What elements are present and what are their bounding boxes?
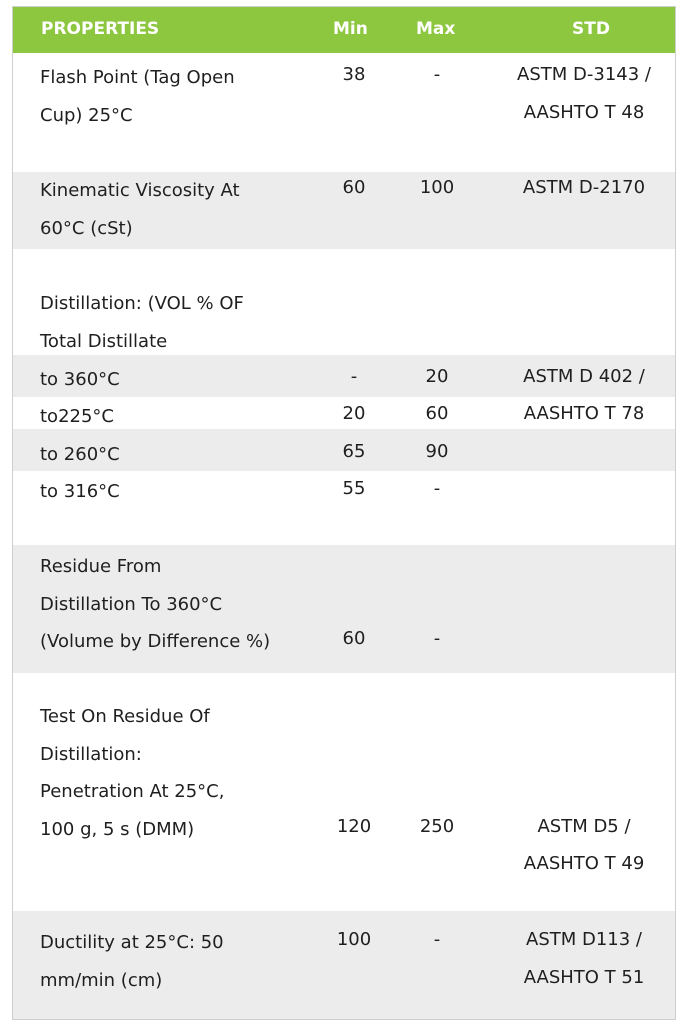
flash-max: - — [433, 64, 441, 85]
penetration-max: 250 — [419, 816, 455, 837]
residue-prop-line2: Distillation To 360°C — [40, 594, 223, 615]
distillation-360-std: ASTM D 402 / — [523, 366, 645, 387]
distillation-316-max: - — [433, 478, 441, 499]
viscosity-min: 60 — [342, 177, 366, 198]
ductility-max: - — [433, 929, 441, 950]
distillation-225-min: 20 — [342, 403, 366, 424]
penetration-prop-line1: Test On Residue Of — [40, 706, 210, 727]
distillation-260-label: to 260°C — [40, 444, 120, 465]
distillation-prop-line2: Total Distillate — [40, 331, 168, 352]
residue-prop-line1: Residue From — [40, 556, 162, 577]
ductility-prop-line1: Ductility at 25°C: 50 — [40, 932, 224, 953]
penetration-prop-line4: 100 g, 5 s (DMM) — [40, 819, 195, 840]
penetration-std-line2: AASHTO T 49 — [523, 853, 645, 874]
header-max: Max — [416, 19, 456, 39]
distillation-260-min: 65 — [342, 441, 366, 462]
distillation-prop-line1: Distillation: (VOL % OF — [40, 293, 244, 314]
distillation-360-max: 20 — [425, 366, 449, 387]
table-header — [13, 7, 675, 53]
penetration-prop-line3: Penetration At 25°C, — [40, 781, 225, 802]
viscosity-prop-line2: 60°C (cSt) — [40, 218, 133, 239]
penetration-std-line1: ASTM D5 / — [537, 816, 631, 837]
penetration-min: 120 — [336, 816, 372, 837]
header-std: STD — [572, 19, 610, 39]
distillation-316-min: 55 — [342, 478, 366, 499]
distillation-360-label: to 360°C — [40, 369, 120, 390]
ductility-std-line2: AASHTO T 51 — [523, 967, 645, 988]
flash-prop-line1: Flash Point (Tag Open — [40, 67, 235, 88]
residue-prop-line3: (Volume by Difference %) — [40, 631, 271, 652]
ductility-min: 100 — [336, 929, 372, 950]
distillation-225-label: to225°C — [40, 406, 114, 427]
flash-std-line2: AASHTO T 48 — [523, 102, 645, 123]
distillation-260-max: 90 — [425, 441, 449, 462]
flash-min: 38 — [342, 64, 366, 85]
properties-table — [12, 6, 676, 1020]
distillation-225-std: AASHTO T 78 — [523, 403, 645, 424]
viscosity-prop-line1: Kinematic Viscosity At — [40, 180, 240, 201]
flash-prop-line2: Cup) 25°C — [40, 105, 133, 126]
ductility-std-line1: ASTM D113 / — [526, 929, 642, 950]
viscosity-std: ASTM D-2170 — [522, 177, 646, 198]
row-band-ductility — [13, 911, 675, 1019]
distillation-316-label: to 316°C — [40, 481, 120, 502]
residue-max: - — [433, 628, 441, 649]
header-min: Min — [333, 19, 368, 39]
ductility-prop-line2: mm/min (cm) — [40, 970, 163, 991]
residue-min: 60 — [342, 628, 366, 649]
distillation-225-max: 60 — [425, 403, 449, 424]
distillation-360-min: - — [350, 366, 358, 387]
header-properties: PROPERTIES — [41, 19, 160, 39]
viscosity-max: 100 — [419, 177, 455, 198]
penetration-prop-line2: Distillation: — [40, 744, 142, 765]
flash-std-line1: ASTM D-3143 / — [517, 64, 651, 85]
